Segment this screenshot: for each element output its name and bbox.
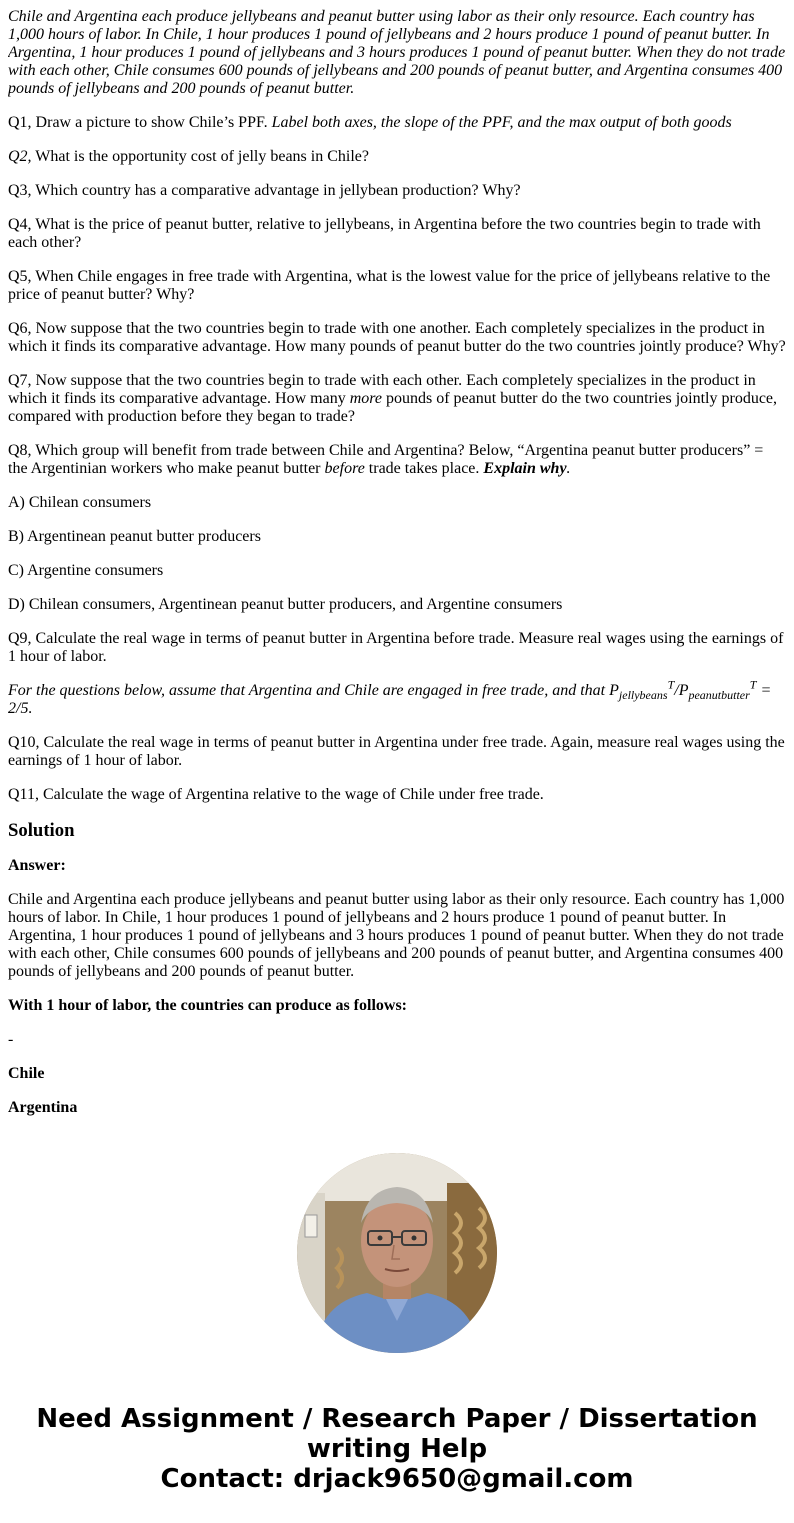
question-1 (8, 114, 786, 132)
question-7-emphasis: more (349, 390, 382, 407)
question-6: Q6, Now suppose that the two countries begin to trade with one another. Each completely specializes in the product in which it finds its comparative advantage. How many pounds of peanut butter do the two countries jointly produce? Why? (8, 320, 786, 355)
promo-line-2: writing Help (306, 1434, 488, 1464)
assumption-text-a: For the questions below, assume that Argentina and Chile are engaged in free trade, and that P (8, 682, 619, 699)
question-8-text-b: trade takes place. (364, 460, 484, 477)
option-c: C) Argentine consumers (8, 562, 164, 579)
question-8-strong: Explain why (483, 460, 567, 477)
question-2 (8, 148, 786, 166)
question-document (8, 8, 786, 1122)
question-8-text-a: Q8, Which group will benefit from trade between Chile and Argentina? Below, “Argentina peanut butter producers” = the Argentinian workers who make peanut butter (8, 442, 764, 477)
question-7-text-a: Q7, Now suppose that the two countries begin to trade with each other. Each completely specializes in the product in which it finds its comparative advantage. How many (8, 372, 756, 407)
intro-paragraph: Chile and Argentina each produce jellybeans and peanut butter using labor as their only resource. Each country has 1,000 hours of labor. In Chile, 1 hour produces 1 pound of jellybeans and 2 hours produce 1 pound of peanut butter. In Argentina, 1 hour produces 1 pound of jellybeans and 3 hours produces 1 pound of peanut butter. When they do not trade with each other, Chile consumes 600 pounds of jellybeans and 200 pounds of peanut butter, and Argentina consumes 400 pounds of jellybeans and 200 pounds of peanut butter. (8, 8, 786, 97)
question-1-instruction: Label both axes, the slope of the PPF, and the max output of both goods (271, 114, 732, 131)
promo-line-1: Need Assignment / Research Paper / Dissertation (36, 1404, 758, 1434)
column-chile: Chile (8, 1065, 45, 1082)
question-8-period: . (566, 460, 571, 477)
solution-heading: Solution (8, 820, 75, 841)
answer-paragraph: Chile and Argentina each produce jellybeans and peanut butter using labor as their only resource. Each country has 1,000 hours of labor. In Chile, 1 hour produces 1 pound of jellybeans and 2 hours produce 1 pound of peanut butter. In Argentina, 1 hour produces 1 pound of jellybeans and 3 hours produces 1 pound of peanut butter. When they do not trade with each other, Chile consumes 600 pounds of jellybeans and 200 pounds of peanut butter, and Argentina consumes 400 pounds of jellybeans and 200 pounds of peanut butter. (8, 891, 785, 980)
question-2-label: Q2, (8, 148, 32, 165)
assumption-sub-peanutbutter: peanutbutter (688, 688, 750, 703)
assumption-sup-t1: T (667, 677, 675, 692)
option-a: A) Chilean consumers (8, 494, 152, 511)
assumption-sup-t2: T (749, 677, 757, 692)
question-8-emphasis: before (324, 460, 365, 477)
question-9: Q9, Calculate the real wage in terms of peanut butter in Argentina before trade. Measure real wages using the earnings of 1 hour of labor. (8, 630, 784, 665)
promo-contact[interactable]: Contact: drjack9650@gmail.com (160, 1464, 634, 1494)
question-4: Q4, What is the price of peanut butter, relative to jellybeans, in Argentina before the two countries begin to trade with each other? (8, 216, 761, 251)
answer-label: Answer: (8, 857, 66, 874)
assumption-text-c: = 2/5. (8, 682, 772, 717)
free-trade-assumption (8, 677, 786, 718)
question-8 (8, 442, 786, 478)
assumption-text-b: /P (674, 682, 689, 699)
table-dash: - (8, 1031, 14, 1048)
promo-banner (0, 1404, 794, 1494)
question-7 (8, 372, 786, 426)
tutor-avatar (297, 1153, 497, 1353)
tutor-photo (297, 1153, 497, 1353)
option-d: D) Chilean consumers, Argentinean peanut butter producers, and Argentine consumers (8, 596, 563, 613)
question-1-text: Q1, Draw a picture to show Chile’s PPF. (8, 114, 272, 131)
question-7-text-b: pounds of peanut butter do the two countries jointly produce, compared with production before they began to trade? (8, 390, 778, 425)
column-argentina: Argentina (8, 1099, 78, 1116)
question-3: Q3, Which country has a comparative advantage in jellybean production? Why? (8, 182, 521, 199)
assumption-sub-jellybeans: jellybeans (618, 688, 668, 703)
option-b: B) Argentinean peanut butter producers (8, 528, 261, 545)
question-5: Q5, When Chile engages in free trade with Argentina, what is the lowest value for the price of jellybeans relative to the price of peanut butter? Why? (8, 268, 771, 303)
production-heading: With 1 hour of labor, the countries can produce as follows: (8, 997, 407, 1014)
question-11: Q11, Calculate the wage of Argentina relative to the wage of Chile under free trade. (8, 786, 544, 803)
question-10: Q10, Calculate the real wage in terms of peanut butter in Argentina under free trade. Again, measure real wages using the earnings of 1 hour of labor. (8, 734, 785, 769)
question-2-text: What is the opportunity cost of jelly beans in Chile? (31, 148, 369, 165)
